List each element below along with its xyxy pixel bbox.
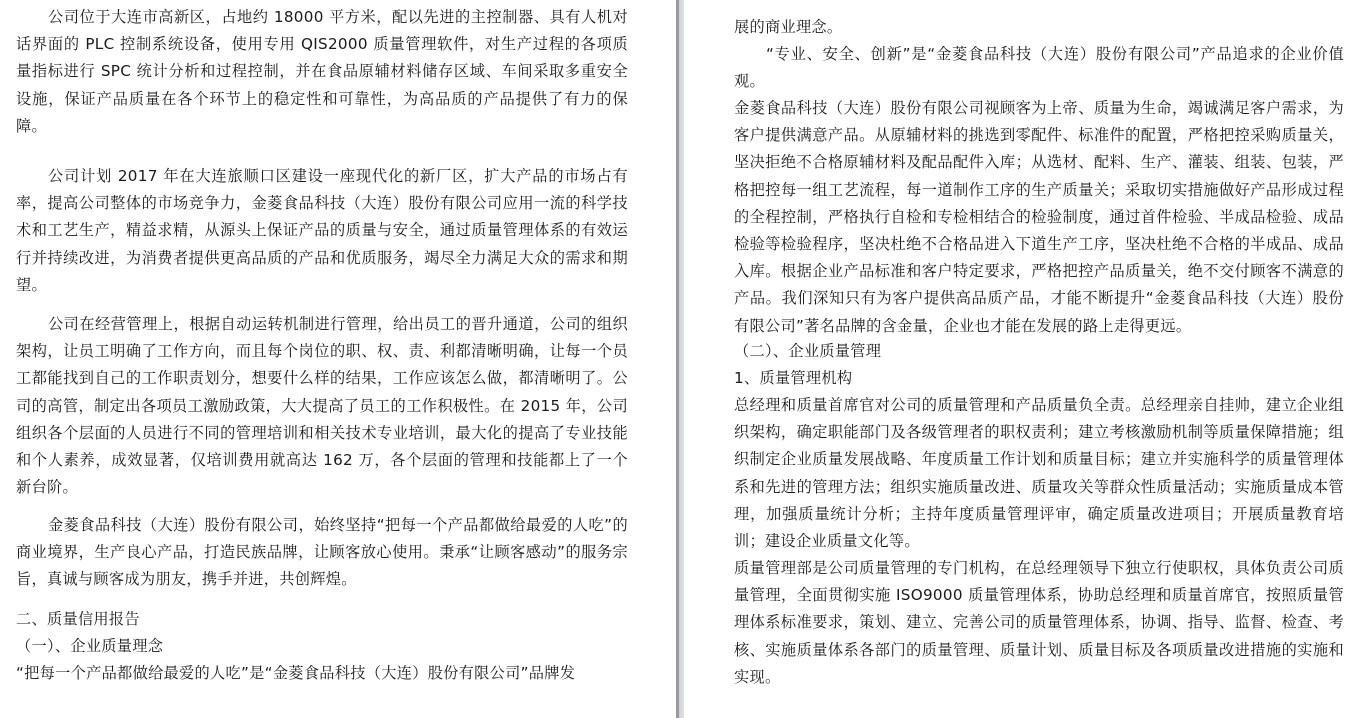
heading-quality-management: （二）、企业质量管理 [734,342,882,360]
paragraph-customer-focus: 金菱食品科技（大连）股份有限公司视顾客为上帝、质量为生命，竭诚满足客户需求，为客户提供满意产品。从原辅材料的挑选到零配件、标准件的配置，严格把控采购质量关，坚决拒绝不合格原辅材料及配品配件入库；从选材、配料、生产、灌装、组装、包装，严格把控每一组工艺流程，每一道制作工序的生产质量关；采取切实措施做好产品形成过程的全程控制，严格执行自检和专检相结合的检验制度，通过首件检验、半成品检验、成品检验等检验程序，坚决杜绝不合格品进入下道生产工序，坚决杜绝不合格的半成品、成品入库。根据企业产品标准和客户特定要求，严格把控产品质量关，绝不交付顾客不满意的产品。我们深知只有为客户提供高品质产品，才能不断提升“金菱食品科技（大连）股份有限公司”著名品牌的含金量，企业也才能在发展的路上走得更远。 [734,99,1344,335]
paragraph-brand-concept-end: 展的商业理念。 [734,18,843,36]
paragraph-philosophy: 金菱食品科技（大连）股份有限公司，始终坚持“把每一个产品都做给最爱的人吃”的商业境界，生产良心产品，打造民族品牌，让顾客放心使用。秉承“让顾客感动”的服务宗旨，真诚与顾客成为朋友，携手并进，共创辉煌。 [16,516,628,589]
paragraph-core-values: “专业、安全、创新”是“金菱食品科技（大连）股份有限公司”产品追求的企业价值观。 [734,45,1344,91]
left-document-page [0,0,676,718]
paragraph-general-manager-duties: 总经理和质量首席官对公司的质量管理和产品质量负全责。总经理亲自挂帅，建立企业组织架构，确定职能部门及各级管理者的职权责利；建立考核激励机制等质量保障措施；组织制定企业质量发展战略、年度质量工作计划和质量目标；建立并实施科学的质量管理体系和先进的管理方法；组织实施质量改进、质量攻关等群众性质量活动；实施质量成本管理，加强质量统计分析；主持年度质量管理评审，确定质量改进项目；开展质量教育培训；建设企业质量文化等。 [734,396,1344,551]
paragraph-facility: 公司位于大连市高新区，占地约 18000 平方米，配以先进的主控制器、具有人机对话界面的 PLC 控制系统设备，使用专用 QIS2000 质量管理软件，对生产过程的各项质量指标进行 SPC 统计分析和过程控制，并在食品原辅材料储存区域、车间采取多重安全设施，保证产品质量在各个环节上的稳定性和可靠性，为高品质的产品提供了有力的保障。 [16,8,628,135]
paragraph-brand-concept-start: “把每一个产品都做给最爱的人吃”是“金菱食品科技（大连）股份有限公司”品牌发 [16,664,576,682]
heading-quality-organization: 1、质量管理机构 [734,369,853,387]
heading-quality-concept: （一）、企业质量理念 [16,637,164,655]
page-divider [676,0,684,718]
paragraph-expansion-plan: 公司计划 2017 年在大连旅顺口区建设一座现代化的新厂区，扩大产品的市场占有率，提高公司整体的市场竞争力，金菱食品科技（大连）股份有限公司应用一流的科学技术和工艺生产，精益求精，从源头上保证产品的质量与安全，通过质量管理体系的有效运行并持续改进，为消费者提供更高品质的产品和优质服务，竭尽全力满足大众的需求和期望。 [16,167,628,294]
paragraph-management: 公司在经营管理上，根据自动运转机制进行管理，给出员工的晋升通道，公司的组织架构，让员工明确了工作方向，而且每个岗位的职、权、责、利都清晰明确，让每一个员工都能找到自己的工作职责划分，想要什么样的结果，工作应该怎么做，都清晰明了。公司的高管，制定出各项员工激励政策，大大提高了员工的工作积极性。在 2015 年，公司组织各个层面的人员进行不同的管理培训和相关技术专业培训，最大化的提高了专业技能和个人素养，成效显著，仅培训费用就高达 162 万，各个层面的管理和技能都上了一个新台阶。 [16,315,628,497]
paragraph-quality-department: 质量管理部是公司质量管理的专门机构，在总经理领导下独立行使职权，具体负责公司质量管理，全面贯彻实施 ISO9000 质量管理体系，协助总经理和质量首席官，按照质量管理体系标准要求，策划、建立、完善公司的质量管理体系，协调、指导、监督、检查、考核、实施质量体系各部门的质量管理、质量计划、质量目标及各项质量改进措施的实施和实现。 [734,559,1344,686]
right-document-page [684,0,1368,718]
heading-quality-credit-report: 二、质量信用报告 [16,610,140,628]
